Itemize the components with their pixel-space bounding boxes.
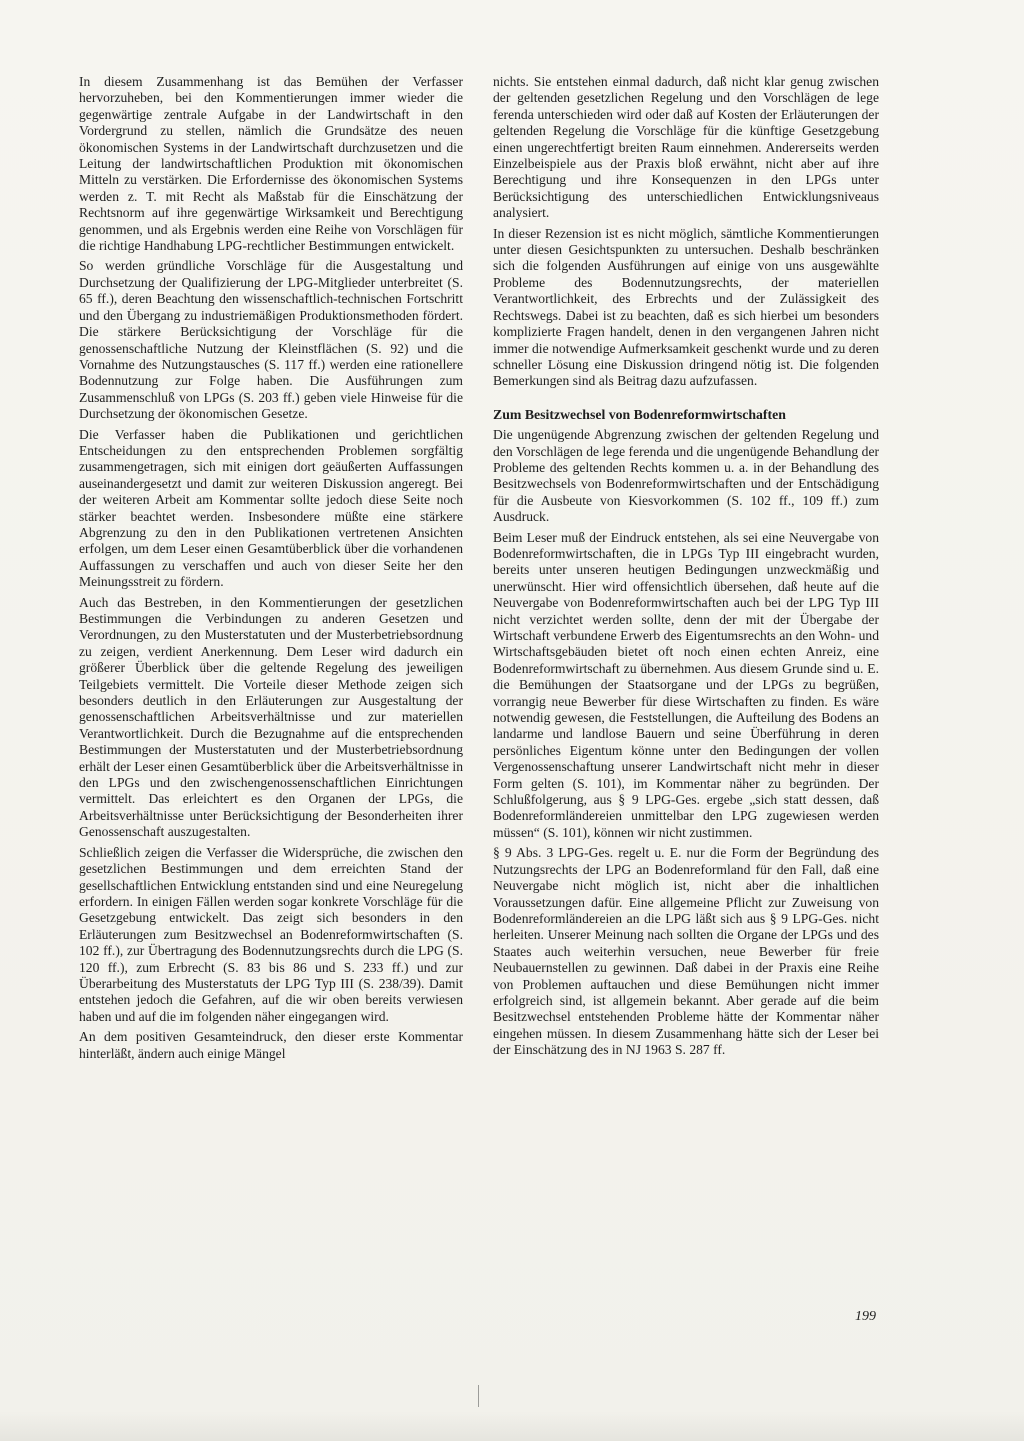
right-paragraph-2: In dieser Rezension ist es nicht möglich, sämtliche Kommentierungen unter diesen Gesichtspunkten zu untersuchen. Deshalb beschränken sich die folgenden Ausführungen auf einige von uns ausgewählte Probleme des Bodennutzungsrechts, der materiellen Verantwortlichkeit, des Erbrechts und der Zulässigkeit des Rechtswegs. Dabei ist zu beachten, daß es sich hierbei um besonders komplizierte Fragen handelt, denen in den vergangenen Jahren nicht immer die notwendige Aufmerksamkeit geschenkt wurde und zu deren schneller Lösung eine Diskussion dringend nötig ist. Die folgenden Bemerkungen sind als Beitrag dazu aufzufassen. <box>493 225 879 389</box>
left-paragraph-5: Schließlich zeigen die Verfasser die Widersprüche, die zwischen den gesetzlichen Bestimmungen und dem erreichten Stand der gesellschaftlichen Entwicklung entstanden sind und eine Neuregelung erfordern. In einigen Fällen werden sogar konkrete Vorschläge für die Gesetzgebung entwickelt. Das zeigt sich besonders in den Erläuterungen zum Besitzwechsel an Bodenreformwirtschaften (S. 102 ff.), zur Übertragung des Bodennutzungsrechts durch die LPG (S. 120 ff.), zum Erbrecht (S. 83 bis 86 und S. 233 ff.) und zur Überarbeitung des Musterstatuts der LPG Typ III (S. 238/39). Damit entstehen jedoch die Gefahren, auf die wir oben bereits verwiesen haben und auf die im folgenden näher eingegangen wird. <box>79 844 463 1024</box>
left-paragraph-3: Die Verfasser haben die Publikationen und gerichtlichen Entscheidungen zu den entsprechenden Problemen sorgfältig zusammengetragen, sich mit einigen dort geäußerten Auffassungen auseinandergesetzt und damit zur weiteren Diskussion angeregt. Bei der weiteren Arbeit am Kommentar sollte jedoch diese Seite noch stärker beachtet werden. Insbesondere müßte eine stärkere Abgrenzung zu den in den Publikationen vertretenen Ansichten erfolgen, um dem Leser einen Gesamtüberblick über die vorhandenen Auffassungen zu verschaffen und auch von dieser Seite her den Meinungsstreit zu fördern. <box>79 426 463 590</box>
right-paragraph-3: Die ungenügende Abgrenzung zwischen der geltenden Regelung und den Vorschlägen de lege ferenda und die ungenügende Behandlung der Probleme des geltenden Rechts kommen u. a. in der Behandlung des Besitzwechsels von Bodenreformwirtschaften und der Entschädigung für die Ausbeute von Kiesvorkommen (S. 102 ff., 109 ff.) zum Ausdruck. <box>493 427 879 525</box>
left-paragraph-1: In diesem Zusammenhang ist das Bemühen der Verfasser hervorzuheben, bei den Kommentierungen immer wieder die gegenwärtige zentrale Aufgabe in der Landwirtschaft in den Vordergrund zu stellen, nämlich die Grundsätze des neuen ökonomischen Systems in der Landwirtschaft durchzusetzen und die Leitung der landwirtschaftlichen Produktion mit ökonomischen Mitteln zu verstärken. Die Erfordernisse des ökonomischen Systems werden z. T. mit Recht als Maßstab für die Einschätzung der Rechtsnorm auf ihre gegenwärtige Wirksamkeit und Berechtigung genommen, und als Ergebnis werden eine Reihe von Vorschlägen für die richtige Handhabung LPG-rechtlicher Bestimmungen entwickelt. <box>79 74 463 254</box>
left-paragraph-4: Auch das Bestreben, in den Kommentierungen der gesetzlichen Bestimmungen die Verbindungen zu anderen Gesetzen und Verordnungen, zu den Musterstatuten und der Musterbetriebsordnung zu zeigen, verdient Anerkennung. Dem Leser wird dadurch ein größerer Überblick über die geltende Regelung des jeweiligen Teilgebiets vermittelt. Die Vorteile dieser Methode zeigen sich besonders deutlich in den Erläuterungen zur Ausgestaltung der genossenschaftlichen Arbeitsverhältnisse und zur materiellen Verantwortlichkeit. Durch die Bezugnahme auf die entsprechenden Bestimmungen der Musterstatuten und der Musterbetriebsordnung erhält der Leser einen Gesamtüberblick über die Arbeitsverhältnisse in den LPGs und den zwischengenossenschaftlichen Einrichtungen vermittelt. Das erleichtert es den Organen der LPGs, die Arbeitsverhältnisse unter Berücksichtigung der Besonderheiten ihrer Genossenschaft auszugestalten. <box>79 594 463 840</box>
left-paragraph-6: An dem positiven Gesamteindruck, den dieser erste Kommentar hinterläßt, ändern auch einige Mängel <box>79 1029 463 1061</box>
scan-edge-shadow <box>0 1411 1024 1441</box>
right-paragraph-4: Beim Leser muß der Eindruck entstehen, als sei eine Neuvergabe von Bodenreformwirtschaften, die in LPGs Typ III eingebracht wurden, bereits unter unseren heutigen Bedingungen unzweckmäßig und unerwünscht. Hier wird offensichtlich übersehen, daß heute auf die Neuvergabe von Bodenreformwirtschaften auch bei der LPG Typ III nicht verzichtet werden sollte, denn der mit der Übergabe der Wirtschaft verbundene Erwerb des Eigentumsrechts an den Wohn- und Wirtschaftsgebäuden bietet oft noch einen echten Anreiz, eine Bodenreformwirtschaft zu übernehmen. Aus diesem Grunde sind u. E. die Bemühungen der Staatsorgane und der LPGs zu begrüßen, vorrangig neue Bewerber für diese Wirtschaften zu finden. Es wäre notwendig gewesen, die Feststellungen, die Aufteilung des Bodens an landarme und landlose Bauern und seine Überführung in deren persönliches Eigentum könne unter den Bedingungen der vollen Vergenossenschaftung unserer Landwirtschaft nicht mehr in dieser Form gelten (S. 101), im Kommentar näher zu begründen. Der Schlußfolgerung, aus § 9 LPG-Ges. ergebe „sich statt dessen, daß Bodenreformländereien unmittelbar den LPG zugewiesen werden müssen“ (S. 101), können wir nicht zustimmen. <box>493 529 879 840</box>
right-paragraph-5: § 9 Abs. 3 LPG-Ges. regelt u. E. nur die Form der Begründung des Nutzungsrechts der LPG an Bodenreformland für den Fall, daß eine Neuvergabe nicht möglich ist, nicht aber die inhaltlichen Voraussetzungen dafür. Eine allgemeine Pflicht zur Zuweisung von Bodenreformländereien an die LPG läßt sich aus § 9 LPG-Ges. nicht herleiten. Unserer Meinung nach sollten die Organe der LPGs und des Staates auch weiterhin versuchen, neue Bewerber für freie Neubauernstellen zu gewinnen. Daß dabei in der Praxis eine Reihe von Problemen auftauchen und diese Bemühungen nicht immer erfolgreich sind, ist allgemein bekannt. Aber gerade auf die beim Besitzwechsel entstehenden Probleme hätte der Kommentar näher eingehen müssen. In diesem Zusammenhang hätte sich der Leser bei der Einschätzung des in NJ 1963 S. 287 ff. <box>493 845 879 1058</box>
left-column <box>79 74 463 1066</box>
page-number: 199 <box>855 1309 876 1324</box>
scan-artifact-mark <box>478 1385 479 1407</box>
right-paragraph-1: nichts. Sie entstehen einmal dadurch, daß nicht klar genug zwischen der geltenden gesetzlichen Regelung und den Vorschlägen de lege ferenda unterschieden wird oder daß auf Kosten der Erläuterungen der geltenden Regelung die Vorschläge für die künftige Gesetzgebung einen ungerechtfertigt breiten Raum einnehmen. Andererseits werden Einzelbeispiele aus der Praxis bloß erwähnt, nicht aber auf ihre Berechtigung und ihre Konsequenzen in den LPGs unter Berücksichtigung des unterschiedlichen Entwicklungsniveaus analysiert. <box>493 74 879 221</box>
right-column <box>493 74 879 1063</box>
section-heading: Zum Besitzwechsel von Bodenreformwirtschaften <box>493 406 786 422</box>
left-paragraph-2: So werden gründliche Vorschläge für die Ausgestaltung und Durchsetzung der Qualifizierung der LPG-Mitglieder unterbreitet (S. 65 ff.), deren Beachtung den wissenschaftlich-technischen Fortschritt und den Übergang zu industriemäßigen Produktionsmethoden fördert. Die stärkere Berücksichtigung der Vorschläge für die genossenschaftliche Nutzung der Kleinstflächen (S. 92) und die Vornahme des Nutzungstausches (S. 117 ff.) werden eine rationellere Bodennutzung zur Folge haben. Die Ausführungen zum Zusammenschluß von LPGs (S. 203 ff.) geben viele Hinweise für die Durchsetzung der ökonomischen Gesetze. <box>79 258 463 422</box>
